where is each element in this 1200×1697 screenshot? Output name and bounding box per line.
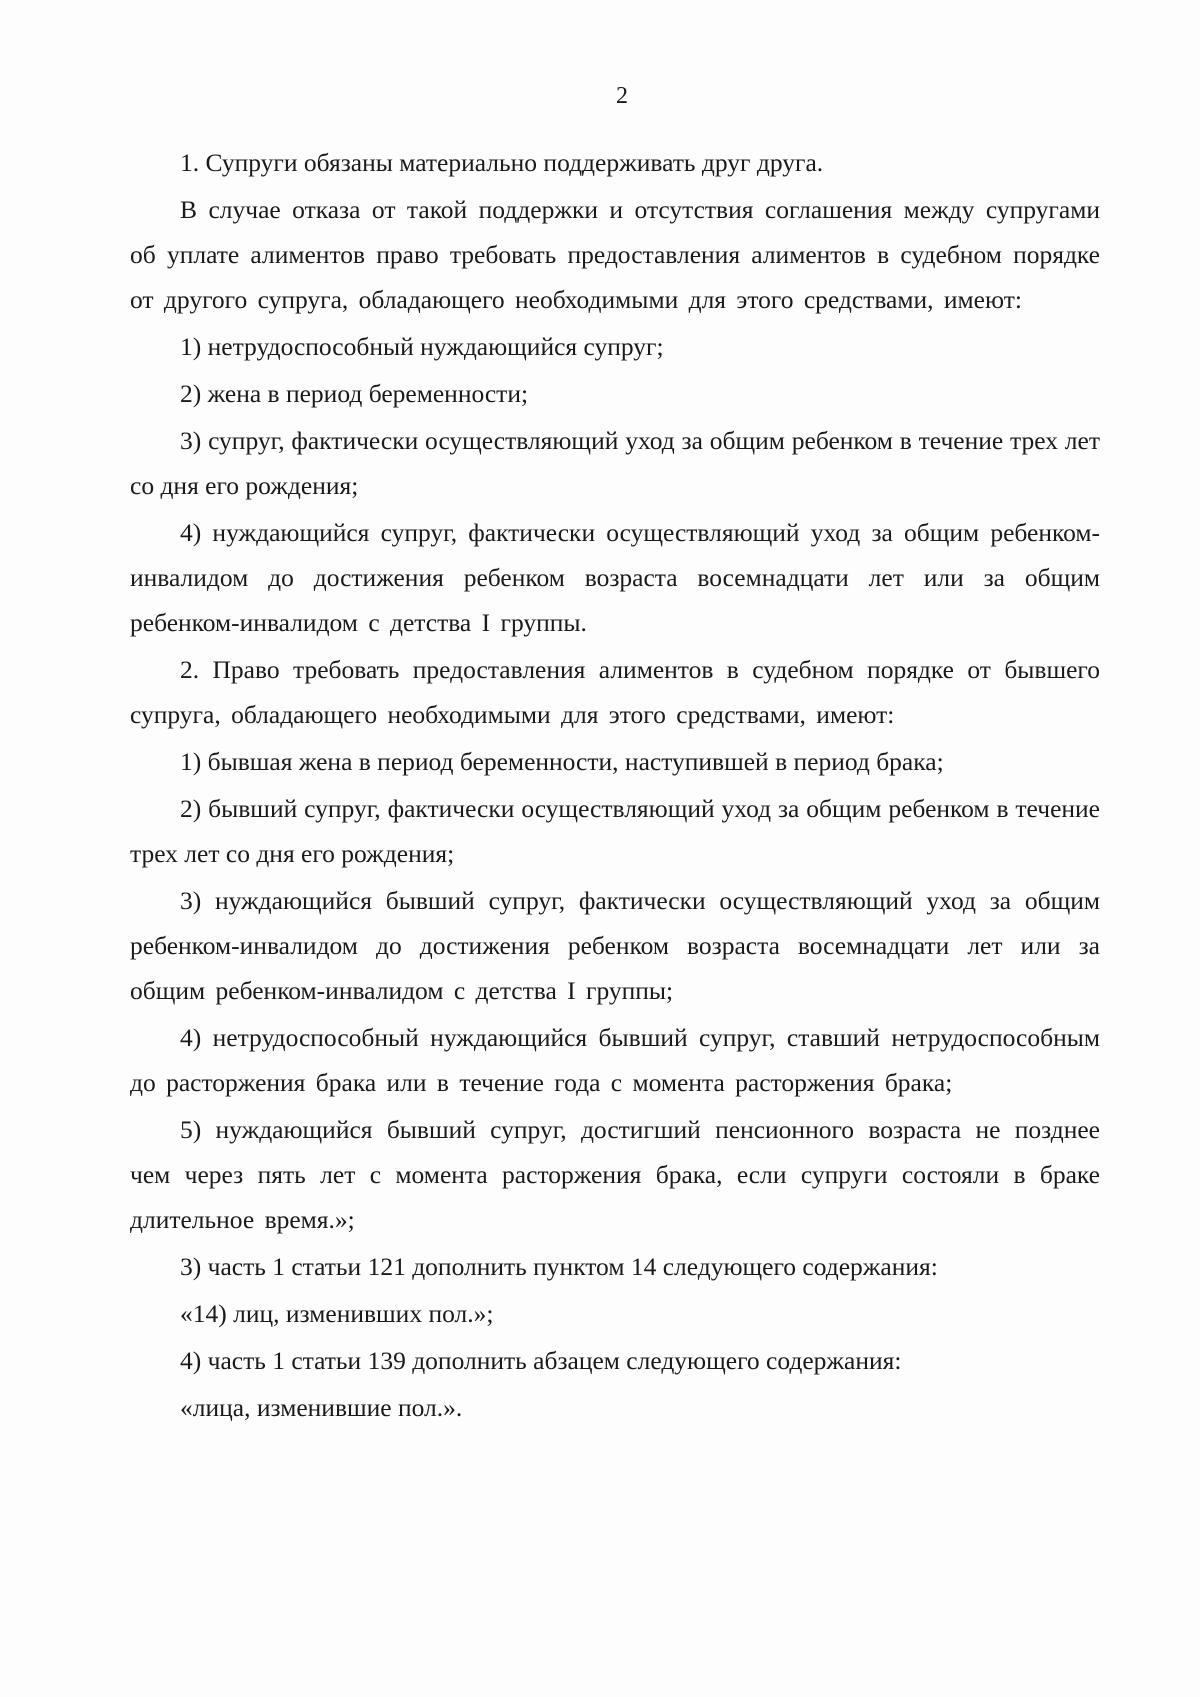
list-item-3-child-care: 3) супруг, фактически осуществляющий уход за общим ребенком в течение трех лет со дня его рождения; [130, 426, 1100, 500]
paragraph-spouses-obligation: 1. Супруги обязаны материально поддерживать друг друга. [180, 148, 824, 177]
list-item-5-former-spouse-pension-age: 5) нуждающийся бывший супруг, достигший пенсионного возраста не позднее чем через пять лет с момента расторжения брака, если супруги состояли в браке длительное время.»; [130, 1115, 1100, 1234]
amendment-3-article-121: 3) часть 1 статьи 121 дополнить пунктом 14 следующего содержания: [180, 1252, 938, 1281]
list-item-4-disabled-child-care: 4) нуждающийся супруг, фактически осуществляющий уход за общим ребенком-инвалидом до достижения ребенком возраста восемнадцати лет или за общим ребенком-инвалидом с детства I группы. [130, 518, 1100, 637]
list-item-3-former-spouse-disabled-child: 3) нуждающийся бывший супруг, фактически осуществляющий уход за общим ребенком-инвалидом до достижения ребенком возраста восемнадцати лет или за общим ребенком-инвалидом с детства I группы; [130, 886, 1100, 1005]
list-item-4-former-spouse-disabled: 4) нетрудоспособный нуждающийся бывший супруг, ставший нетрудоспособным до расторжения брака или в течение года с момента расторжения брака; [130, 1023, 1100, 1097]
list-item-1-former-wife-pregnant: 1) бывшая жена в период беременности, наступившей в период брака; [180, 747, 944, 776]
paragraph-refusal-of-support: В случае отказа от такой поддержки и отсутствия соглашения между супругами об уплате алиментов право требовать предоставления алиментов в судебном порядке от другого супруга, обладающего необходимыми для этого средствами, имеют: [130, 195, 1100, 314]
amendment-4-quote: «лица, изменившие пол.». [180, 1393, 463, 1422]
page-number: 2 [616, 83, 628, 109]
amendment-4-article-139: 4) часть 1 статьи 139 дополнить абзацем следующего содержания: [180, 1346, 902, 1375]
list-item-2-former-spouse-child-care: 2) бывший супруг, фактически осуществляющий уход за общим ребенком в течение трех лет со дня его рождения; [130, 794, 1100, 868]
list-item-2-pregnant-wife: 2) жена в период беременности; [180, 379, 529, 408]
amendment-3-quote: «14) лиц, изменивших пол.»; [180, 1299, 494, 1328]
list-item-1-disabled-spouse: 1) нетрудоспособный нуждающийся супруг; [180, 332, 664, 361]
document-body [130, 140, 1100, 1430]
paragraph-former-spouse-right: 2. Право требовать предоставления алиментов в судебном порядке от бывшего супруга, обладающего необходимыми для этого средствами, имеют: [130, 655, 1100, 729]
